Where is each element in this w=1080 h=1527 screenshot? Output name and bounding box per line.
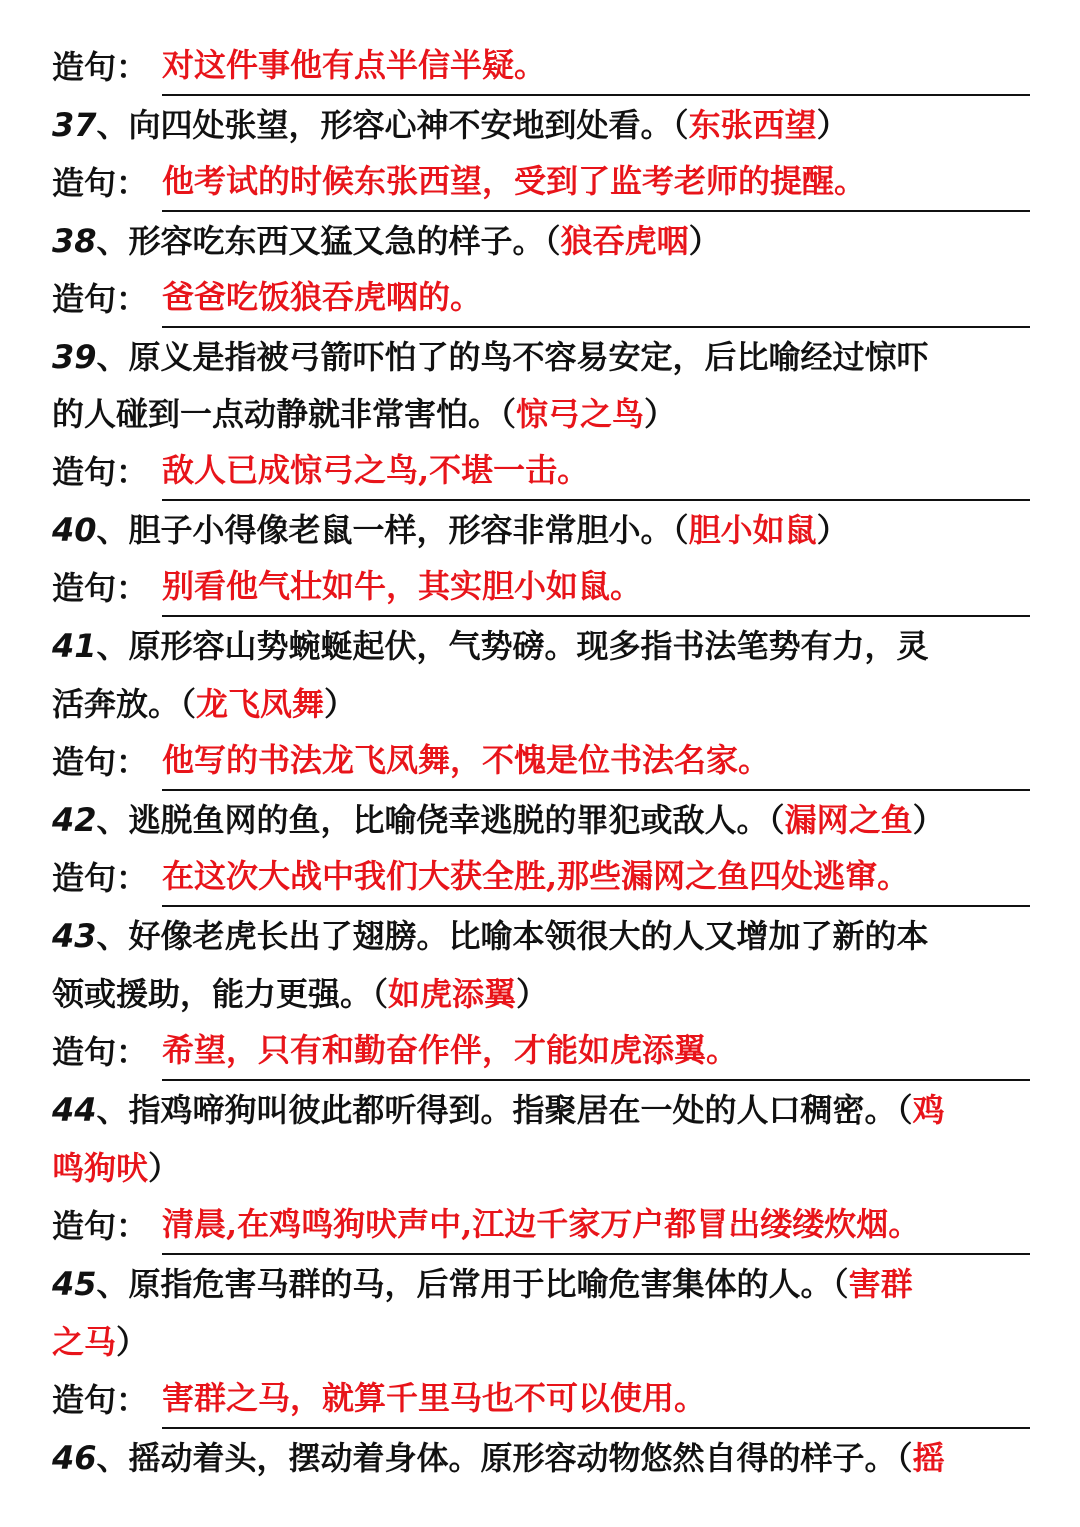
sentence-line-41 [52, 733, 1030, 791]
paren-close: ） [516, 975, 549, 1013]
sentence-answer: 爸爸吃饭狼吞虎咽的。 [162, 270, 1030, 328]
sentence-answer: 在这次大战中我们大获全胜,那些漏网之鱼四处逃窜。 [162, 849, 1030, 907]
question-number: 43 [52, 917, 97, 955]
question-39-cont [52, 385, 1030, 443]
question-text: 、形容吃东西又猛又急的样子。 [96, 222, 545, 260]
paren-open: （ [672, 106, 689, 144]
question-number: 40 [52, 511, 97, 549]
question-45-cont [52, 1313, 1030, 1371]
idiom-answer: 鸣狗吠 [52, 1149, 149, 1187]
idiom-answer: 惊弓之鸟 [516, 395, 645, 433]
paren-close: ） [116, 1323, 149, 1361]
question-text: 、逃脱鱼网的鱼，比喻侥幸逃脱的罪犯或敌人。 [96, 801, 769, 839]
sentence-answer: 他写的书法龙飞凤舞，不愧是位书法名家。 [162, 733, 1030, 791]
sentence-answer: 清晨,在鸡鸣狗吠声中,江边千家万户都冒出缕缕炊烟。 [162, 1197, 1030, 1255]
sentence-label: 造句： [52, 743, 149, 781]
sentence-label: 造句： [52, 859, 149, 897]
sentence-answer: 希望，只有和勤奋作伴，才能如虎添翼。 [162, 1023, 1030, 1081]
sentence-label: 造句： [52, 1207, 149, 1245]
idiom-answer: 东张西望 [688, 106, 817, 144]
question-text: 、摇动着头，摆动着身体。原形容动物悠然自得的样子。 [96, 1439, 897, 1477]
sentence-answer: 害群之马，就算千里马也不可以使用。 [162, 1371, 1030, 1429]
question-number: 38 [52, 222, 97, 260]
question-text: 的人碰到一点动静就非常害怕。 [52, 395, 501, 433]
paren-open: （ [180, 685, 197, 723]
sentence-label: 造句： [52, 280, 149, 318]
question-text: 、原义是指被弓箭吓怕了的鸟不容易安定，后比喻经过惊吓 [96, 338, 929, 376]
paren-open: （ [896, 1439, 913, 1477]
question-39 [52, 328, 1030, 386]
question-41-cont [52, 675, 1030, 733]
sentence-label: 造句： [52, 48, 149, 86]
question-44-cont [52, 1139, 1030, 1197]
paren-open: （ [896, 1091, 913, 1129]
question-text: 、好像老虎长出了翅膀。比喻本领很大的人又增加了新的本 [96, 917, 929, 955]
question-number: 44 [52, 1091, 97, 1129]
sentence-line-36 [52, 38, 1030, 96]
sentence-answer: 敌人已成惊弓之鸟,不堪一击。 [162, 443, 1030, 501]
question-number: 42 [52, 801, 97, 839]
question-text: 活奔放。 [52, 685, 181, 723]
sentence-line-37 [52, 154, 1030, 212]
idiom-answer: 狼吞虎咽 [560, 222, 689, 260]
question-number: 41 [52, 627, 97, 665]
idiom-answer: 害群 [848, 1265, 913, 1303]
sentence-line-42 [52, 849, 1030, 907]
paren-open: （ [832, 1265, 849, 1303]
question-number: 45 [52, 1265, 97, 1303]
sentence-label: 造句： [52, 1033, 149, 1071]
paren-close: ） [324, 685, 357, 723]
question-number: 46 [52, 1439, 97, 1477]
paren-open: （ [768, 801, 785, 839]
question-text: 、胆子小得像老鼠一样，形容非常胆小。 [96, 511, 673, 549]
idiom-answer: 如虎添翼 [388, 975, 517, 1013]
question-40 [52, 501, 1030, 559]
question-41 [52, 617, 1030, 675]
paren-close: ） [688, 222, 721, 260]
paren-close: ） [148, 1149, 181, 1187]
question-number: 39 [52, 338, 97, 376]
question-42 [52, 791, 1040, 849]
sentence-line-45 [52, 1371, 1030, 1429]
idiom-answer: 鸡 [912, 1091, 945, 1129]
sentence-line-40 [52, 559, 1030, 617]
sentence-answer: 对这件事他有点半信半疑。 [162, 38, 1030, 96]
question-text: 、向四处张望，形容心神不安地到处看。 [96, 106, 673, 144]
question-text: 、原指危害马群的马，后常用于比喻危害集体的人。 [96, 1265, 833, 1303]
question-37 [52, 96, 1030, 154]
paren-open: （ [500, 395, 517, 433]
question-43-cont [52, 965, 1030, 1023]
paren-close: ） [816, 511, 849, 549]
question-38 [52, 212, 1030, 270]
sentence-answer: 别看他气壮如牛，其实胆小如鼠。 [162, 559, 1030, 617]
question-text: 、原形容山势蜿蜒起伏，气势磅。现多指书法笔势有力，灵 [96, 627, 929, 665]
paren-open: （ [372, 975, 389, 1013]
question-44 [52, 1081, 1030, 1139]
sentence-line-44 [52, 1197, 1030, 1255]
question-number: 37 [52, 106, 97, 144]
idiom-answer: 之马 [52, 1323, 117, 1361]
sentence-line-38 [52, 270, 1030, 328]
sentence-line-43 [52, 1023, 1030, 1081]
question-text: 、指鸡啼狗叫彼此都听得到。指聚居在一处的人口稠密。 [96, 1091, 897, 1129]
sentence-label: 造句： [52, 1381, 149, 1419]
sentence-answer: 他考试的时候东张西望，受到了监考老师的提醒。 [162, 154, 1030, 212]
question-text: 领或援助，能力更强。 [52, 975, 373, 1013]
sentence-label: 造句： [52, 453, 149, 491]
paren-close: ） [644, 395, 677, 433]
paren-close: ） [912, 801, 945, 839]
question-46 [52, 1429, 1030, 1487]
sentence-label: 造句： [52, 164, 149, 202]
question-43 [52, 907, 1030, 965]
question-45 [52, 1255, 1030, 1313]
idiom-answer: 摇 [912, 1439, 945, 1477]
paren-open: （ [544, 222, 561, 260]
sentence-label: 造句： [52, 569, 149, 607]
idiom-answer: 漏网之鱼 [784, 801, 913, 839]
paren-open: （ [672, 511, 689, 549]
paren-close: ） [816, 106, 849, 144]
idiom-answer: 龙飞凤舞 [196, 685, 325, 723]
sentence-line-39 [52, 443, 1030, 501]
idiom-answer: 胆小如鼠 [688, 511, 817, 549]
